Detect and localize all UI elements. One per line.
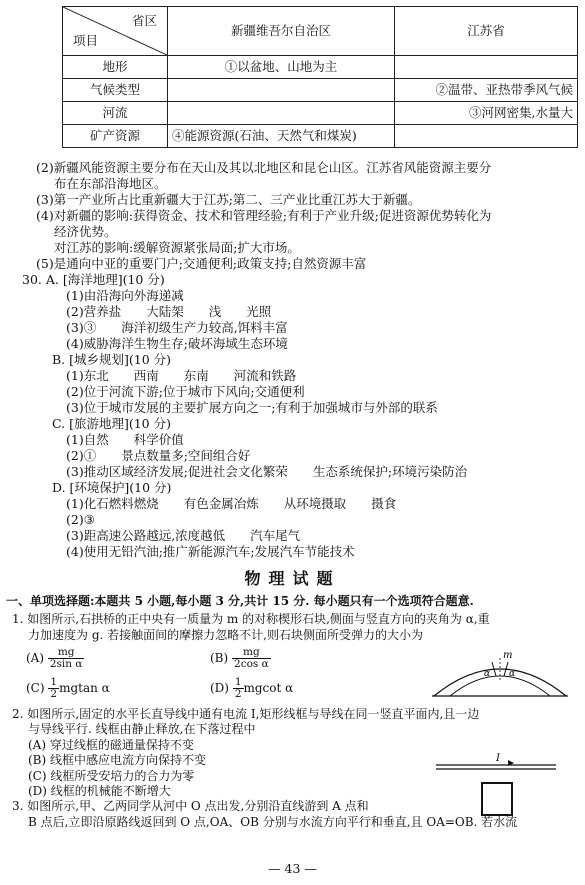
answer-heading: B. [城乡规划](10 分): [52, 352, 172, 367]
option-label: (B): [210, 651, 229, 666]
row-item: 气候类型: [63, 79, 168, 102]
answer-heading: 30. A. [海洋地理](10 分): [22, 272, 165, 287]
table-corner-cell: [63, 7, 168, 56]
row-cell: ④能源资源(石油、天然气和煤炭): [168, 125, 395, 148]
denominator: 2: [50, 688, 58, 701]
answer-line: (2)位于河流下游;位于城市下风向;交通便利: [66, 384, 305, 399]
fraction: [48, 647, 85, 670]
question-line: 力加速度为 g. 若接触面间的摩擦力忽略不计,则石块侧面所受弹力的大小为: [28, 627, 423, 642]
row-cell: ①以盆地、山地为主: [168, 56, 395, 79]
header-region-label: 省区: [131, 13, 157, 28]
row-item: 河流: [63, 102, 168, 125]
answer-line: (3)③ 海洋初级生产力较高,饵料丰富: [66, 320, 288, 335]
option-a[interactable]: (A) 穿过线框的磁通量保持不变: [28, 737, 194, 752]
option-c[interactable]: [26, 677, 110, 700]
physics-title: 物理试题: [244, 569, 341, 588]
fraction: [233, 677, 244, 700]
row-cell: [395, 56, 578, 79]
numerator: mg: [232, 647, 271, 659]
row-cell: [395, 125, 578, 148]
answer-line: (3)推动区域经济发展;促进社会文化繁荣 生态系统保护;环境污染防治: [66, 464, 468, 479]
table-row: [63, 56, 578, 79]
answer-line: (1)由沿海向外海递减: [66, 288, 184, 303]
option-rest: mgtan α: [59, 681, 110, 696]
row-item: 矿产资源: [63, 125, 168, 148]
answer-line: (2)营养盐 大陆架 浅 光照: [66, 304, 272, 319]
option-label: (D): [210, 681, 229, 696]
question-line: 3. 如图所示,甲、乙两同学从河中 O 点出发,分别沿直线游到 A 点和: [12, 799, 369, 814]
row-cell: [168, 79, 395, 102]
header-jiangsu: 江苏省: [395, 7, 578, 56]
row-cell: [168, 102, 395, 125]
row-cell: ③河网密集,水量大: [395, 102, 578, 125]
denominator: 2cos α: [234, 658, 269, 671]
answer-heading: C. [旅游地理](10 分): [52, 416, 171, 431]
answer-line: (4)威胁海洋生物生存;破坏海域生态环境: [66, 336, 288, 351]
option-b[interactable]: [210, 647, 271, 670]
numerator: 1: [234, 676, 242, 689]
answer-line: (2)① 景点数量多;空间组合好: [66, 448, 251, 463]
section-heading: 一、单项选择题:本题共 5 小题,每小题 3 分,共计 15 分. 每小题只有一个选项符合题意.: [6, 594, 474, 608]
question-line: B 点后,立即沿原路线返回到 O 点,OA、OB 分别与水流方向平行和垂直,且 OA=OB. 若水流: [28, 814, 518, 829]
answer-line: (2)新疆风能资源主要分布在天山及其以北地区和昆仑山区。江苏省风能资源主要分: [36, 160, 492, 175]
header-item-label: 项目: [73, 33, 99, 48]
numerator: 1: [50, 676, 58, 689]
option-a[interactable]: [26, 647, 84, 670]
denominator: 2: [234, 688, 242, 701]
option-d[interactable]: [210, 677, 293, 700]
denominator: 2sin α: [49, 658, 83, 671]
option-label: (A): [26, 651, 45, 666]
wire-loop-figure: [432, 753, 560, 823]
question-line: 1. 如图所示,石拱桥的正中央有一质量为 m 的对称楔形石块,侧面与竖直方向的夹角为 α,重: [12, 612, 490, 627]
table-row: [63, 79, 578, 102]
fraction: [232, 647, 271, 670]
answer-line: (2)③: [66, 512, 95, 527]
option-d[interactable]: (D) 线框的机械能不断增大: [28, 783, 171, 798]
answer-line: (4)使用无铅汽油;推广新能源汽车;发展汽车节能技术: [66, 544, 355, 559]
answer-block: [0, 160, 585, 560]
answer-line: (1)自然 科学价值: [66, 432, 184, 447]
table-header-row: [63, 7, 578, 56]
answer-heading: D. [环境保护](10 分): [52, 480, 172, 495]
resource-table: [62, 6, 578, 148]
numerator: mg: [48, 647, 85, 659]
answer-line: (1)东北 西南 东南 河流和铁路: [66, 368, 297, 383]
answer-line: (4)对新疆的影响:获得资金、技术和管理经验;有利于产业升级;促进资源优势转化为: [36, 208, 492, 223]
answer-line: 经济优势。: [54, 224, 117, 239]
answer-line: (1)化石燃料燃烧 有色金属冶炼 从环境摄取 摄食: [66, 496, 397, 511]
answer-line: (3)位于城市发展的主要扩展方向之一;有利于加强城市与外部的联系: [66, 400, 438, 415]
label-current: I: [496, 753, 500, 764]
answer-line: (3)距高速公路越远,浓度越低 汽车尾气: [66, 528, 301, 543]
label-alpha-left: α: [484, 669, 491, 679]
answer-line: (5)是通向中亚的重要门户;交通便利;政策支持;自然资源丰富: [36, 256, 367, 271]
option-rest: mgcot α: [243, 681, 294, 696]
table-row: [63, 102, 578, 125]
row-cell: ②温带、亚热带季风气候: [395, 79, 578, 102]
header-xinjiang: 新疆维吾尔自治区: [168, 7, 395, 56]
answer-line: 布在东部沿海地区。: [54, 176, 167, 191]
question-line: 2. 如图所示,固定的水平长直导线中通有电流 I,矩形线框与导线在同一竖直平面内,且一边: [12, 707, 480, 722]
answer-line: 对江苏的影响:缓解资源紧张局面;扩大市场。: [54, 240, 300, 255]
option-c[interactable]: (C) 线框所受安培力的合力为零: [28, 768, 195, 783]
page-number: — 43 —: [268, 861, 317, 876]
option-label: (C): [26, 681, 45, 696]
row-item: 地形: [63, 56, 168, 79]
question-line: 与导线平行. 线框由静止释放,在下落过程中: [28, 722, 256, 737]
table-row: [63, 125, 578, 148]
arch-bridge-figure: [430, 648, 570, 700]
arch-outer: [434, 669, 566, 696]
rectangular-loop: [482, 783, 512, 815]
label-m: m: [503, 650, 513, 661]
answer-line: (3)第一产业所占比重新疆大于江苏;第二、三产业比重江苏大于新疆。: [36, 192, 421, 207]
label-alpha-right: α: [509, 669, 516, 679]
fraction: [48, 677, 59, 700]
option-b[interactable]: (B) 线框中感应电流方向保持不变: [28, 753, 206, 768]
